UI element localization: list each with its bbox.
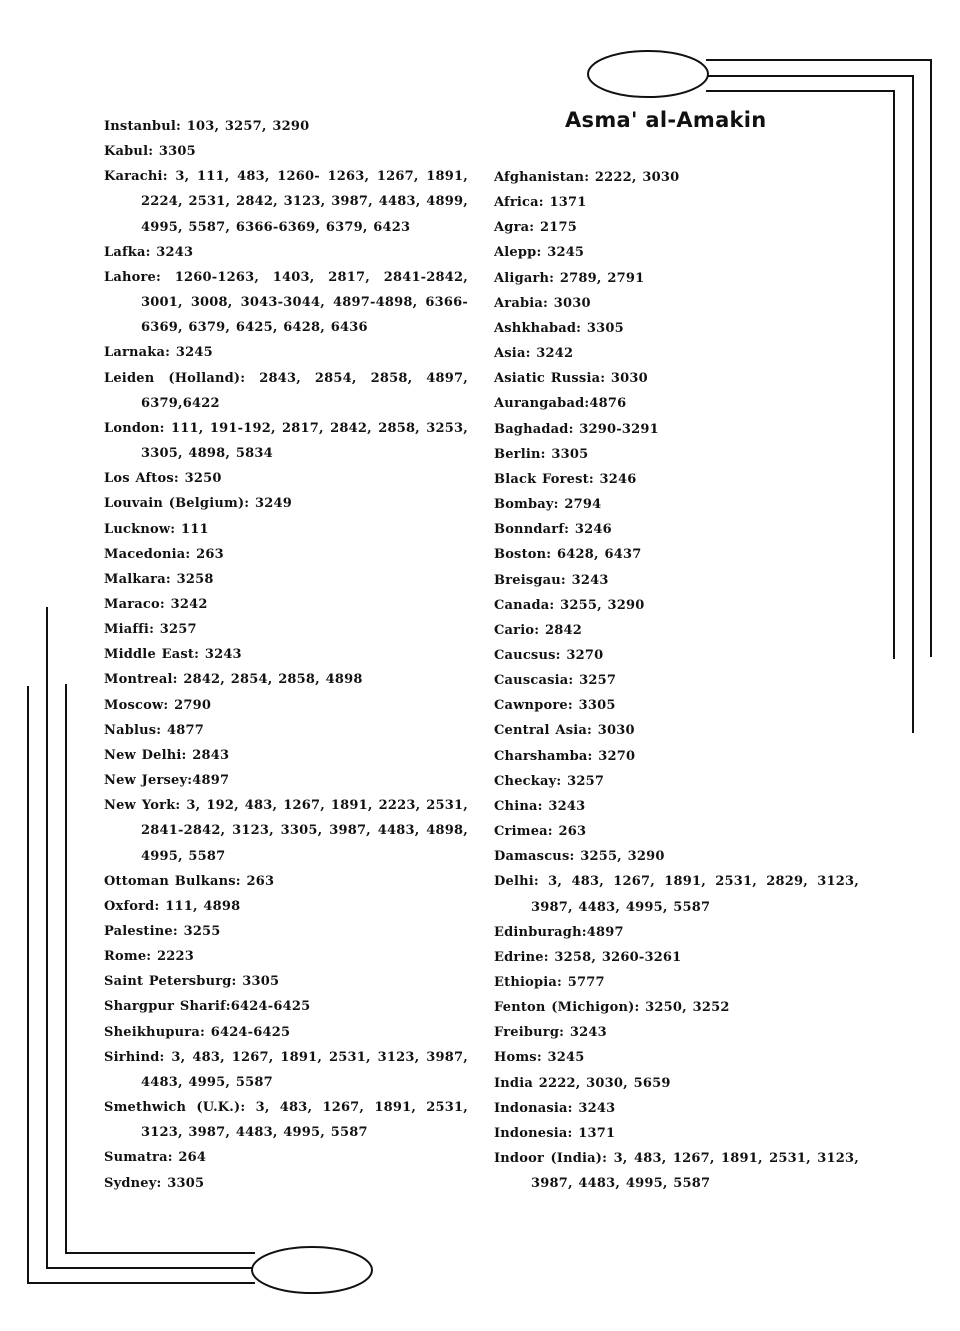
index-entry: Malkara: 3258 (104, 571, 214, 587)
index-entry: Baghadad: 3290-3291 (494, 421, 659, 437)
index-entry: Sheikhupura: 6424-6425 (104, 1024, 291, 1040)
index-entry: Oxford: 111, 4898 (104, 898, 241, 914)
top-right-oval-ornament (588, 51, 708, 97)
index-entry: Berlin: 3305 (494, 446, 589, 462)
index-entry: Central Asia: 3030 (494, 723, 635, 739)
bottom-left-oval-ornament (252, 1247, 372, 1293)
index-entry: Indoor (India): 3, 483, 1267, 1891, 2531, 3123, 3987, 4483, 4995, 5587 (494, 1151, 859, 1192)
index-entry: Aligarh: 2789, 2791 (494, 270, 645, 286)
index-entry: Saint Petersburg: 3305 (104, 974, 280, 990)
index-entry: Checkay: 3257 (494, 773, 605, 789)
index-entry: Sumatra: 264 (104, 1150, 207, 1166)
index-entry: Arabia: 3030 (494, 295, 591, 311)
index-entry: Boston: 6428, 6437 (494, 547, 642, 563)
index-entry: Causcasia: 3257 (494, 673, 617, 689)
index-entry: Lafka: 3243 (104, 244, 194, 260)
index-entry: Edinburagh:4897 (494, 924, 624, 940)
index-entry: Ethiopia: 5777 (494, 975, 605, 990)
index-entry: Larnaka: 3245 (104, 345, 213, 361)
index-entry: Maraco: 3242 (104, 596, 208, 612)
index-entry: Delhi: 3, 483, 1267, 1891, 2531, 2829, 3123, 3987, 4483, 4995, 5587 (494, 874, 859, 915)
index-entry: Indonasia: 3243 (494, 1100, 616, 1116)
index-entry: New Delhi: 2843 (104, 747, 230, 763)
index-entry: Instanbul: 103, 3257, 3290 (104, 119, 310, 134)
index-entry: Macedonia: 263 (104, 546, 224, 562)
index-entry: Ottoman Bulkans: 263 (104, 873, 275, 889)
index-entry: Edrine: 3258, 3260-3261 (494, 949, 682, 965)
index-entry: Moscow: 2790 (104, 697, 212, 713)
index-entry: India 2222, 3030, 5659 (494, 1075, 671, 1091)
index-entry: Sydney: 3305 (104, 1175, 205, 1191)
index-entry: Lahore: 1260-1263, 1403, 2817, 2841-2842, 3001, 3008, 3043-3044, 4897-4898, 6366-6369, 6379, 6425, 6428, 6436 (104, 269, 468, 336)
index-entry: Sirhind: 3, 483, 1267, 1891, 2531, 3123, 3987, 4483, 4995, 5587 (104, 1049, 468, 1090)
index-entry: Freiburg: 3243 (494, 1025, 607, 1041)
index-entry: Asiatic Russia: 3030 (494, 371, 648, 387)
index-entry: Shargpur Sharif:6424-6425 (104, 999, 311, 1015)
index-entry: Indonesia: 1371 (494, 1125, 616, 1141)
index-entry: Middle East: 3243 (104, 647, 242, 663)
index-entry: China: 3243 (494, 798, 586, 814)
index-entry: Aurangabad:4876 (494, 396, 627, 412)
index-column-left (104, 114, 468, 1196)
index-entry: Cario: 2842 (494, 622, 582, 638)
index-entry: Cawnpore: 3305 (494, 698, 616, 714)
index-entry: Black Forest: 3246 (494, 471, 637, 487)
index-entry: London: 111, 191-192, 2817, 2842, 2858, 3253, 3305, 4898, 5834 (104, 420, 468, 462)
index-entry: Louvain (Belgium): 3249 (104, 496, 292, 512)
index-entry: Rome: 2223 (104, 949, 195, 965)
index-entry: Palestine: 3255 (104, 924, 221, 939)
index-entry: Crimea: 263 (494, 824, 587, 840)
index-entry: Miaffi: 3257 (104, 622, 197, 638)
index-entry: Damascus: 3255, 3290 (494, 849, 665, 865)
index-entry: Asia: 3242 (494, 346, 574, 362)
index-entry: Breisgau: 3243 (494, 572, 609, 588)
index-entry: Homs: 3245 (494, 1050, 585, 1066)
index-entry: Bombay: 2794 (494, 497, 602, 513)
index-entry: Nablus: 4877 (104, 722, 205, 738)
index-entry: Alepp: 3245 (494, 245, 585, 261)
index-entry: Lucknow: 111 (104, 521, 209, 537)
index-entry: Montreal: 2842, 2854, 2858, 4898 (104, 672, 363, 688)
index-entry: Los Aftos: 3250 (104, 471, 222, 487)
index-entry: Charshamba: 3270 (494, 748, 636, 764)
index-entry: Caucsus: 3270 (494, 647, 604, 663)
index-entry: Afghanistan: 2222, 3030 (494, 170, 680, 185)
index-entry: Agra: 2175 (494, 220, 577, 236)
page-title: Asma' al-Amakin (565, 108, 767, 132)
index-entry: Canada: 3255, 3290 (494, 597, 645, 613)
index-entry: Africa: 1371 (494, 195, 587, 211)
index-entry: New York: 3, 192, 483, 1267, 1891, 2223, 2531, 2841-2842, 3123, 3305, 3987, 4483, 4898, 4995, 5587 (104, 798, 468, 864)
index-entry: Fenton (Michigon): 3250, 3252 (494, 1000, 730, 1016)
index-entry: Ashkhabad: 3305 (494, 320, 624, 336)
index-entry: Bonndarf: 3246 (494, 522, 612, 538)
index-entry: Leiden (Holland): 2843, 2854, 2858, 4897, 6379,6422 (104, 370, 468, 411)
index-entry: Karachi: 3, 111, 483, 1260- 1263, 1267, 1891, 2224, 2531, 2842, 3123, 3987, 4483, 4899, 4995, 5587, 6366-6369, 6379, 6423 (104, 169, 468, 235)
index-entry: Kabul: 3305 (104, 144, 196, 160)
index-column-right (494, 165, 859, 1196)
index-entry: New Jersey:4897 (104, 773, 230, 789)
index-entry: Smethwich (U.K.): 3, 483, 1267, 1891, 2531, 3123, 3987, 4483, 4995, 5587 (104, 1100, 468, 1141)
